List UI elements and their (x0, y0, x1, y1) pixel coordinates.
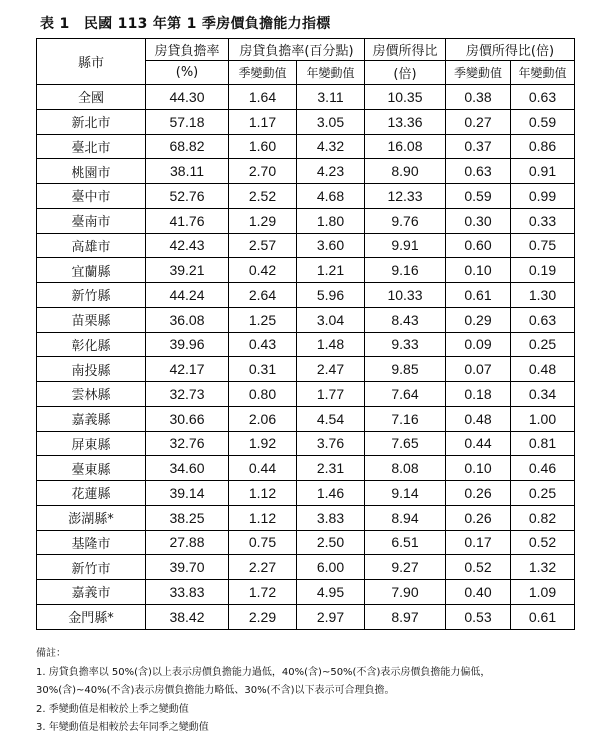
mortgage-qoq-cell: 0.31 (229, 357, 297, 382)
mortgage-ratio-cell: 32.73 (146, 382, 229, 407)
pi-qoq-cell: 0.10 (446, 456, 511, 481)
county-cell: 宜蘭縣 (37, 258, 146, 283)
header-price-income: 房價所得比 (365, 39, 446, 61)
mortgage-ratio-cell: 38.11 (146, 159, 229, 184)
table-title: 表 1 民國 113 年第 1 季房價負擔能力指標 (40, 16, 331, 32)
mortgage-ratio-cell: 36.08 (146, 307, 229, 332)
mortgage-qoq-cell: 1.12 (229, 481, 297, 506)
county-cell: 新竹縣 (37, 283, 146, 308)
table-body (37, 85, 575, 630)
price-income-cell: 8.94 (365, 505, 446, 530)
price-income-cell: 7.90 (365, 580, 446, 605)
pi-qoq-cell: 0.60 (446, 233, 511, 258)
mortgage-yoy-cell: 1.46 (297, 481, 365, 506)
mortgage-yoy-cell: 2.47 (297, 357, 365, 382)
notes-heading: 備註： (36, 648, 66, 659)
pi-qoq-cell: 0.26 (446, 505, 511, 530)
mortgage-yoy-cell: 1.48 (297, 332, 365, 357)
pi-qoq-cell: 0.37 (446, 134, 511, 159)
price-income-cell: 8.43 (365, 307, 446, 332)
pi-yoy-cell: 0.59 (511, 109, 575, 134)
header-mortgage-qoq: 季變動值 (229, 61, 297, 85)
mortgage-ratio-cell: 38.25 (146, 505, 229, 530)
mortgage-yoy-cell: 5.96 (297, 283, 365, 308)
mortgage-yoy-cell: 4.54 (297, 406, 365, 431)
pi-qoq-cell: 0.26 (446, 481, 511, 506)
county-cell: 臺中市 (37, 184, 146, 209)
pi-yoy-cell: 1.00 (511, 406, 575, 431)
county-cell: 南投縣 (37, 357, 146, 382)
county-cell: 基隆市 (37, 530, 146, 555)
price-income-cell: 8.08 (365, 456, 446, 481)
pi-qoq-cell: 0.63 (446, 159, 511, 184)
header-mortgage-ratio: 房貸負擔率 (146, 39, 229, 61)
county-cell: 屏東縣 (37, 431, 146, 456)
mortgage-qoq-cell: 2.52 (229, 184, 297, 209)
price-income-cell: 7.16 (365, 406, 446, 431)
mortgage-yoy-cell: 2.31 (297, 456, 365, 481)
mortgage-qoq-cell: 2.64 (229, 283, 297, 308)
pi-yoy-cell: 0.19 (511, 258, 575, 283)
county-cell: 臺南市 (37, 208, 146, 233)
table-row (37, 208, 575, 233)
county-cell: 花蓮縣 (37, 481, 146, 506)
pi-yoy-cell: 0.63 (511, 85, 575, 110)
mortgage-qoq-cell: 1.25 (229, 307, 297, 332)
affordability-table (36, 38, 575, 630)
pi-yoy-cell: 1.09 (511, 580, 575, 605)
mortgage-qoq-cell: 1.60 (229, 134, 297, 159)
mortgage-ratio-cell: 39.21 (146, 258, 229, 283)
mortgage-qoq-cell: 1.64 (229, 85, 297, 110)
pi-yoy-cell: 0.82 (511, 505, 575, 530)
mortgage-yoy-cell: 3.83 (297, 505, 365, 530)
pi-qoq-cell: 0.09 (446, 332, 511, 357)
mortgage-qoq-cell: 0.44 (229, 456, 297, 481)
mortgage-qoq-cell: 0.43 (229, 332, 297, 357)
price-income-cell: 8.90 (365, 159, 446, 184)
mortgage-yoy-cell: 2.50 (297, 530, 365, 555)
mortgage-yoy-cell: 4.68 (297, 184, 365, 209)
mortgage-ratio-cell: 27.88 (146, 530, 229, 555)
mortgage-ratio-cell: 42.43 (146, 233, 229, 258)
mortgage-yoy-cell: 2.97 (297, 604, 365, 629)
county-cell: 嘉義縣 (37, 406, 146, 431)
mortgage-yoy-cell: 1.80 (297, 208, 365, 233)
mortgage-ratio-cell: 57.18 (146, 109, 229, 134)
price-income-cell: 7.65 (365, 431, 446, 456)
pi-qoq-cell: 0.18 (446, 382, 511, 407)
table-row (37, 307, 575, 332)
mortgage-qoq-cell: 2.57 (229, 233, 297, 258)
pi-qoq-cell: 0.52 (446, 555, 511, 580)
county-cell: 臺北市 (37, 134, 146, 159)
mortgage-ratio-cell: 39.14 (146, 481, 229, 506)
pi-qoq-cell: 0.53 (446, 604, 511, 629)
mortgage-yoy-cell: 4.32 (297, 134, 365, 159)
mortgage-ratio-cell: 44.24 (146, 283, 229, 308)
mortgage-yoy-cell: 1.77 (297, 382, 365, 407)
county-cell: 嘉義市 (37, 580, 146, 605)
pi-qoq-cell: 0.48 (446, 406, 511, 431)
mortgage-qoq-cell: 1.17 (229, 109, 297, 134)
mortgage-ratio-cell: 41.76 (146, 208, 229, 233)
pi-yoy-cell: 0.75 (511, 233, 575, 258)
table-row (37, 431, 575, 456)
header-county: 縣市 (37, 39, 146, 85)
pi-yoy-cell: 0.33 (511, 208, 575, 233)
county-cell: 高雄市 (37, 233, 146, 258)
table-row (37, 481, 575, 506)
price-income-cell: 9.33 (365, 332, 446, 357)
table-row (37, 357, 575, 382)
price-income-cell: 9.27 (365, 555, 446, 580)
table-row (37, 283, 575, 308)
pi-yoy-cell: 0.25 (511, 481, 575, 506)
pi-yoy-cell: 0.48 (511, 357, 575, 382)
note-line: 3. 年變動值是相較於去年同季之變動值 (36, 722, 209, 733)
mortgage-qoq-cell: 0.42 (229, 258, 297, 283)
price-income-cell: 9.16 (365, 258, 446, 283)
mortgage-qoq-cell: 2.29 (229, 604, 297, 629)
header-mortgage-unit: (%) (146, 61, 229, 85)
table-row (37, 555, 575, 580)
header-price-income-change: 房價所得比(倍) (446, 39, 575, 61)
pi-yoy-cell: 0.91 (511, 159, 575, 184)
pi-qoq-cell: 0.30 (446, 208, 511, 233)
table-row (37, 332, 575, 357)
mortgage-qoq-cell: 1.29 (229, 208, 297, 233)
table-row (37, 382, 575, 407)
table-row (37, 456, 575, 481)
price-income-cell: 13.36 (365, 109, 446, 134)
mortgage-yoy-cell: 6.00 (297, 555, 365, 580)
mortgage-qoq-cell: 1.92 (229, 431, 297, 456)
mortgage-yoy-cell: 1.21 (297, 258, 365, 283)
mortgage-ratio-cell: 30.66 (146, 406, 229, 431)
pi-qoq-cell: 0.44 (446, 431, 511, 456)
mortgage-ratio-cell: 44.30 (146, 85, 229, 110)
mortgage-ratio-cell: 42.17 (146, 357, 229, 382)
mortgage-yoy-cell: 3.04 (297, 307, 365, 332)
price-income-cell: 10.35 (365, 85, 446, 110)
pi-yoy-cell: 0.34 (511, 382, 575, 407)
price-income-cell: 7.64 (365, 382, 446, 407)
mortgage-yoy-cell: 3.11 (297, 85, 365, 110)
price-income-cell: 10.33 (365, 283, 446, 308)
pi-qoq-cell: 0.59 (446, 184, 511, 209)
mortgage-ratio-cell: 38.42 (146, 604, 229, 629)
pi-yoy-cell: 0.86 (511, 134, 575, 159)
mortgage-ratio-cell: 68.82 (146, 134, 229, 159)
header-mortgage-change: 房貸負擔率(百分點) (229, 39, 365, 61)
pi-qoq-cell: 0.17 (446, 530, 511, 555)
note-line: 30%(含)~40%(不含)表示房價負擔能力略低、30%(不含)以下表示可合理負擔。 (36, 685, 395, 696)
pi-qoq-cell: 0.07 (446, 357, 511, 382)
county-cell: 新北市 (37, 109, 146, 134)
price-income-cell: 12.33 (365, 184, 446, 209)
price-income-cell: 9.14 (365, 481, 446, 506)
mortgage-qoq-cell: 2.06 (229, 406, 297, 431)
table-row (37, 258, 575, 283)
notes (36, 645, 490, 738)
mortgage-yoy-cell: 3.60 (297, 233, 365, 258)
table-row (37, 159, 575, 184)
pi-yoy-cell: 1.32 (511, 555, 575, 580)
price-income-cell: 9.85 (365, 357, 446, 382)
table-row (37, 530, 575, 555)
mortgage-ratio-cell: 33.83 (146, 580, 229, 605)
mortgage-ratio-cell: 32.76 (146, 431, 229, 456)
pi-yoy-cell: 0.61 (511, 604, 575, 629)
note-line: 1. 房貸負擔率以 50%(含)以上表示房價負擔能力過低，40%(含)~50%(不含)表示房價負擔能力偏低， (36, 666, 491, 678)
mortgage-yoy-cell: 4.95 (297, 580, 365, 605)
header-pi-qoq: 季變動值 (446, 61, 511, 85)
county-cell: 雲林縣 (37, 382, 146, 407)
pi-qoq-cell: 0.61 (446, 283, 511, 308)
pi-yoy-cell: 1.30 (511, 283, 575, 308)
table-row (37, 184, 575, 209)
mortgage-yoy-cell: 3.05 (297, 109, 365, 134)
mortgage-yoy-cell: 4.23 (297, 159, 365, 184)
mortgage-yoy-cell: 3.76 (297, 431, 365, 456)
table-row (37, 134, 575, 159)
county-cell: 臺東縣 (37, 456, 146, 481)
pi-yoy-cell: 0.81 (511, 431, 575, 456)
header-price-income-unit: (倍) (365, 61, 446, 85)
mortgage-qoq-cell: 0.80 (229, 382, 297, 407)
mortgage-qoq-cell: 1.72 (229, 580, 297, 605)
mortgage-ratio-cell: 39.70 (146, 555, 229, 580)
header-mortgage-yoy: 年變動值 (297, 61, 365, 85)
table-row (37, 505, 575, 530)
mortgage-ratio-cell: 52.76 (146, 184, 229, 209)
table-row (37, 233, 575, 258)
mortgage-ratio-cell: 34.60 (146, 456, 229, 481)
price-income-cell: 9.76 (365, 208, 446, 233)
price-income-cell: 8.97 (365, 604, 446, 629)
county-cell: 新竹市 (37, 555, 146, 580)
table-row (37, 604, 575, 629)
pi-yoy-cell: 0.99 (511, 184, 575, 209)
price-income-cell: 16.08 (365, 134, 446, 159)
mortgage-ratio-cell: 39.96 (146, 332, 229, 357)
pi-yoy-cell: 0.46 (511, 456, 575, 481)
pi-yoy-cell: 0.52 (511, 530, 575, 555)
pi-qoq-cell: 0.10 (446, 258, 511, 283)
table-row (37, 580, 575, 605)
pi-yoy-cell: 0.63 (511, 307, 575, 332)
price-income-cell: 6.51 (365, 530, 446, 555)
county-cell: 桃園市 (37, 159, 146, 184)
pi-yoy-cell: 0.25 (511, 332, 575, 357)
table-row (37, 85, 575, 110)
mortgage-qoq-cell: 2.70 (229, 159, 297, 184)
header-pi-yoy: 年變動值 (511, 61, 575, 85)
pi-qoq-cell: 0.38 (446, 85, 511, 110)
mortgage-qoq-cell: 0.75 (229, 530, 297, 555)
table-row (37, 109, 575, 134)
pi-qoq-cell: 0.29 (446, 307, 511, 332)
price-income-cell: 9.91 (365, 233, 446, 258)
pi-qoq-cell: 0.40 (446, 580, 511, 605)
county-cell: 全國 (37, 85, 146, 110)
note-line: 2. 季變動值是相較於上季之變動值 (36, 703, 189, 715)
county-cell: 澎湖縣* (37, 505, 146, 530)
table-row (37, 406, 575, 431)
pi-qoq-cell: 0.27 (446, 109, 511, 134)
county-cell: 金門縣* (37, 604, 146, 629)
county-cell: 彰化縣 (37, 332, 146, 357)
mortgage-qoq-cell: 2.27 (229, 555, 297, 580)
county-cell: 苗栗縣 (37, 307, 146, 332)
mortgage-qoq-cell: 1.12 (229, 505, 297, 530)
